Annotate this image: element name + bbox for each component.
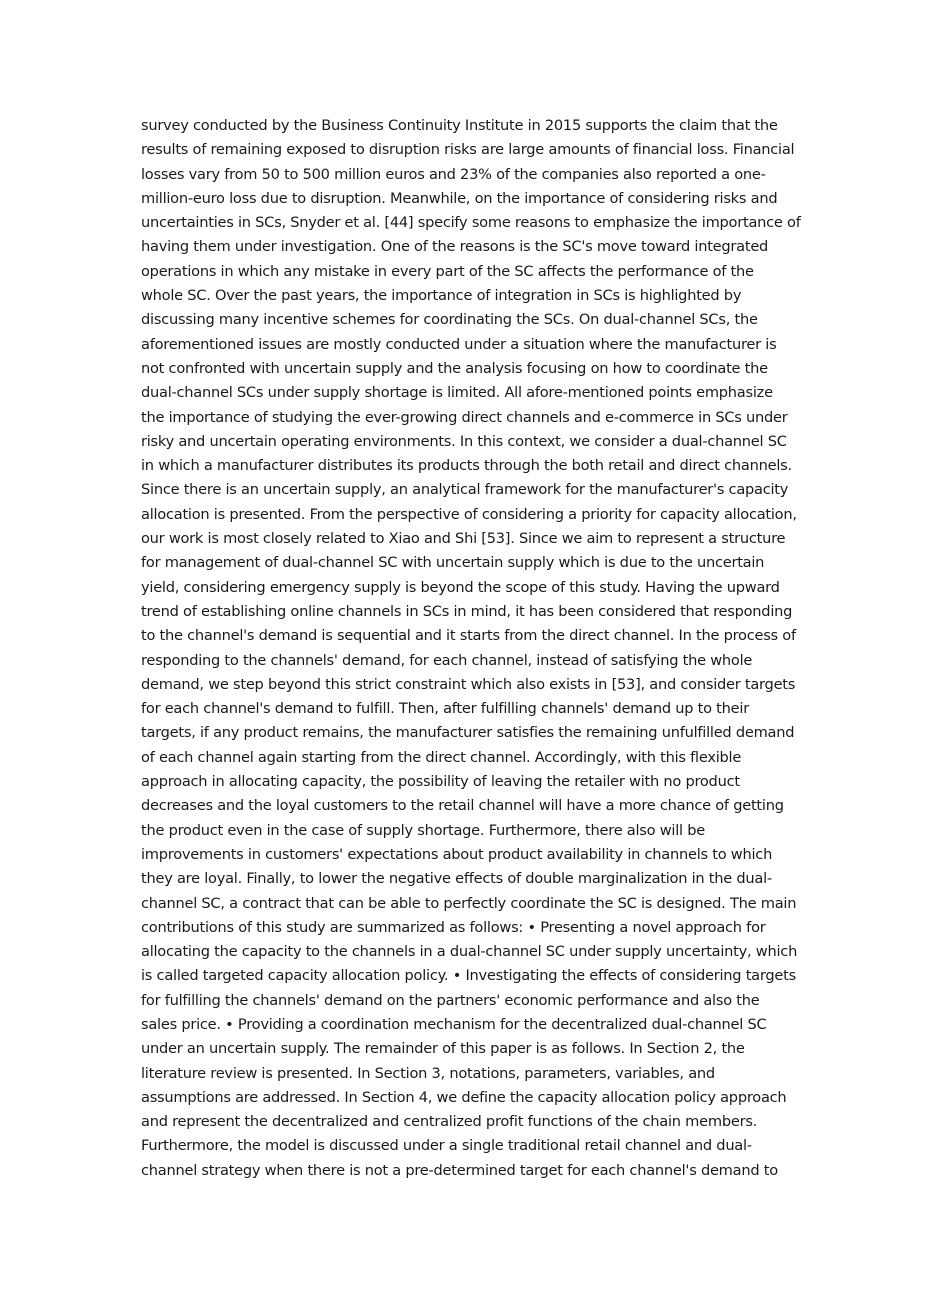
text-line: not confronted with uncertain supply and the analysis focusing on how to coordinate the	[141, 359, 768, 377]
text-line: decreases and the loyal customers to the retail channel will have a more chance of getting	[141, 797, 784, 815]
text-line: Since there is an uncertain supply, an analytical framework for the manufacturer's capacity	[141, 481, 789, 499]
text-line: and represent the decentralized and centralized profit functions of the chain members.	[141, 1113, 758, 1131]
text-line: the product even in the case of supply shortage. Furthermore, there also will be	[141, 821, 705, 839]
text-line: literature review is presented. In Section 3, notations, parameters, variables, and	[141, 1064, 715, 1082]
text-line: results of remaining exposed to disruption risks are large amounts of financial loss. Financial	[141, 141, 795, 159]
text-line: having them under investigation. One of the reasons is the SC's move toward integrated	[141, 238, 769, 256]
text-line: the importance of studying the ever-growing direct channels and e-commerce in SCs under	[141, 408, 788, 426]
text-line: yield, considering emergency supply is beyond the scope of this study. Having the upward	[141, 578, 780, 596]
text-line: under an uncertain supply. The remainder of this paper is as follows. In Section 2, the	[141, 1040, 745, 1058]
text-line: whole SC. Over the past years, the importance of integration in SCs is highlighted by	[141, 287, 742, 305]
body-paragraph	[141, 114, 801, 1183]
text-line: operations in which any mistake in every part of the SC affects the performance of the	[141, 262, 754, 280]
text-line: allocation is presented. From the perspective of considering a priority for capacity allocation,	[141, 505, 797, 523]
text-line: risky and uncertain operating environments. In this context, we consider a dual-channel SC	[141, 432, 787, 450]
text-line: allocating the capacity to the channels in a dual-channel SC under supply uncertainty, which	[141, 943, 798, 961]
text-line: discussing many incentive schemes for coordinating the SCs. On dual-channel SCs, the	[141, 311, 758, 329]
text-line: aforementioned issues are mostly conducted under a situation where the manufacturer is	[141, 335, 777, 353]
text-line: they are loyal. Finally, to lower the negative effects of double marginalization in the dual-	[141, 870, 772, 888]
text-line: channel SC, a contract that can be able to perfectly coordinate the SC is designed. The main	[141, 894, 797, 912]
text-line: targets, if any product remains, the manufacturer satisfies the remaining unfulfilled demand	[141, 724, 795, 742]
text-line: in which a manufacturer distributes its products through the both retail and direct channels.	[141, 457, 792, 475]
text-line: approach in allocating capacity, the possibility of leaving the retailer with no product	[141, 773, 740, 791]
text-line: for management of dual-channel SC with uncertain supply which is due to the uncertain	[141, 554, 765, 572]
text-line: responding to the channels' demand, for each channel, instead of satisfying the whole	[141, 651, 753, 669]
text-line: Furthermore, the model is discussed under a single traditional retail channel and dual-	[141, 1137, 752, 1155]
text-line: for fulfilling the channels' demand on the partners' economic performance and also the	[141, 991, 760, 1009]
text-line: contributions of this study are summarized as follows: • Presenting a novel approach for	[141, 918, 766, 936]
text-line: sales price. • Providing a coordination mechanism for the decentralized dual-channel SC	[141, 1015, 767, 1033]
text-line: to the channel's demand is sequential and it starts from the direct channel. In the process of	[141, 627, 796, 645]
text-line: is called targeted capacity allocation policy. • Investigating the effects of considering targets	[141, 967, 796, 985]
text-line: of each channel again starting from the direct channel. Accordingly, with this flexible	[141, 748, 742, 766]
text-line: survey conducted by the Business Continuity Institute in 2015 supports the claim that the	[141, 117, 778, 134]
text-line: demand, we step beyond this strict constraint which also exists in [53], and consider targets	[141, 675, 796, 693]
text-line: our work is most closely related to Xiao and Shi [53]. Since we aim to represent a structure	[141, 530, 786, 548]
text-line: losses vary from 50 to 500 million euros and 23% of the companies also reported a one-	[141, 165, 766, 183]
text-line: assumptions are addressed. In Section 4, we define the capacity allocation policy approach	[141, 1088, 787, 1106]
text-line: dual-channel SCs under supply shortage is limited. All afore-mentioned points emphasize	[141, 384, 773, 402]
text-line: channel strategy when there is not a pre-determined target for each channel's demand to	[141, 1161, 778, 1179]
text-line: million-euro loss due to disruption. Meanwhile, on the importance of considering risks and	[141, 189, 778, 207]
text-line: uncertainties in SCs, Snyder et al. [44] specify some reasons to emphasize the importance of	[141, 214, 801, 232]
text-line: trend of establishing online channels in SCs in mind, it has been considered that responding	[141, 602, 793, 620]
text-line: for each channel's demand to fulfill. Then, after fulfilling channels' demand up to their	[141, 700, 749, 718]
text-line: improvements in customers' expectations about product availability in channels to which	[141, 845, 773, 863]
